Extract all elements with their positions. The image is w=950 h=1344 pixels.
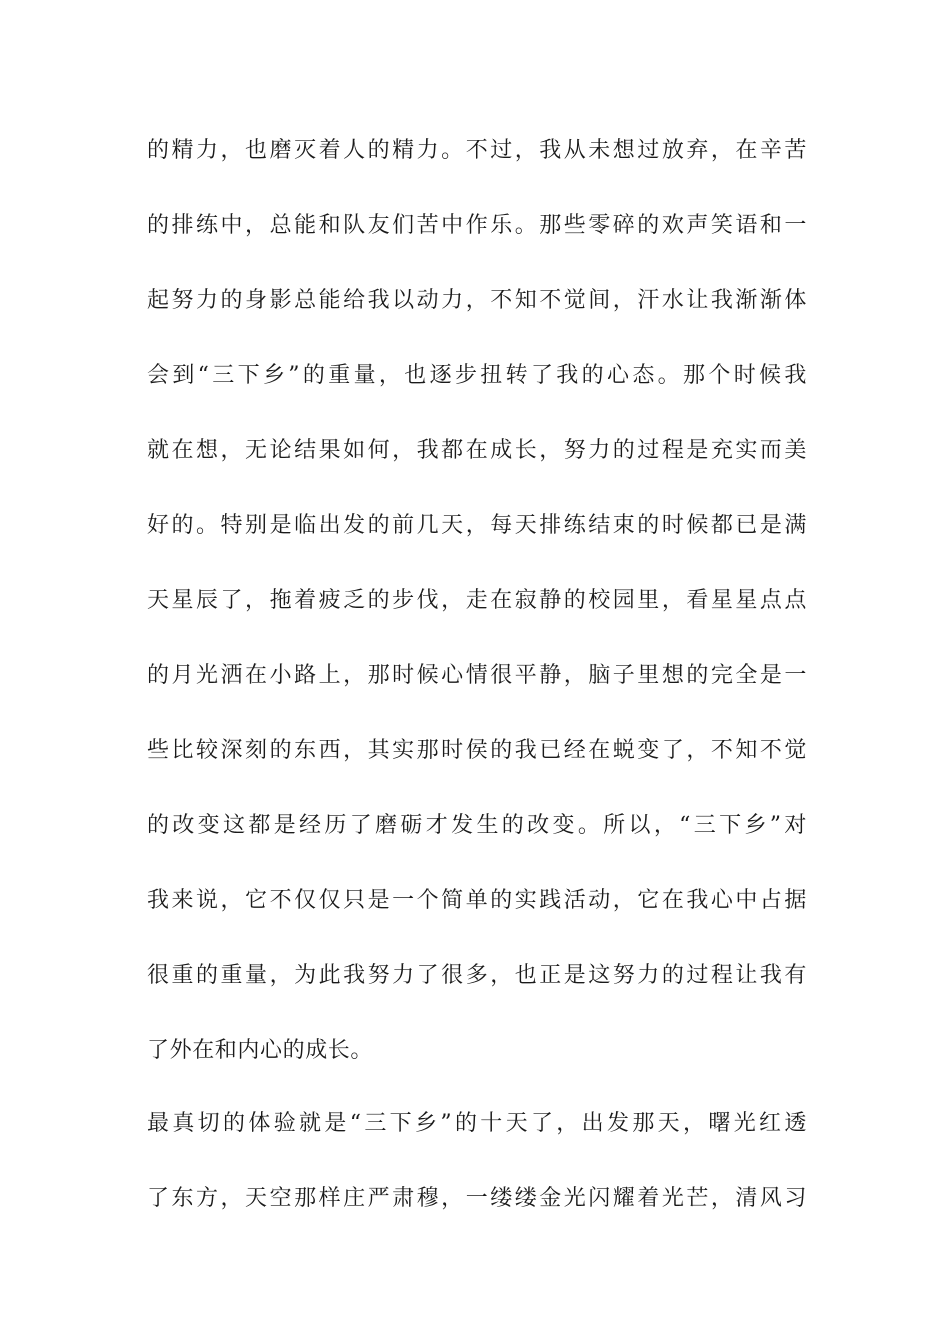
text-line: 的精力，也磨灭着人的精力。不过，我从未想过放弃，在辛苦 (147, 138, 807, 163)
text-line: 的改变这都是经历了磨砺才发生的改变。所以，“三下乡”对 (147, 813, 807, 838)
text-line: 我来说，它不仅仅只是一个简单的实践活动，它在我心中占据 (147, 888, 807, 913)
text-line: 起努力的身影总能给我以动力，不知不觉间，汗水让我渐渐体 (147, 288, 807, 313)
text-line: 很重的重量，为此我努力了很多，也正是这努力的过程让我有 (147, 963, 807, 988)
text-line: 好的。特别是临出发的前几天，每天排练结束的时候都已是满 (147, 513, 807, 538)
text-line: 的月光洒在小路上，那时候心情很平静，脑子里想的完全是一 (147, 663, 807, 688)
text-line: 会到“三下乡”的重量，也逐步扭转了我的心态。那个时候我 (147, 363, 807, 388)
text-line: 天星辰了，拖着疲乏的步伐，走在寂静的校园里，看星星点点 (147, 588, 807, 613)
text-line: 些比较深刻的东西，其实那时侯的我已经在蜕变了，不知不觉 (147, 738, 807, 763)
text-line: 的排练中，总能和队友们苦中作乐。那些零碎的欢声笑语和一 (147, 213, 807, 238)
text-line: 就在想，无论结果如何，我都在成长，努力的过程是充实而美 (147, 438, 807, 463)
text-line: 最真切的体验就是“三下乡”的十天了，出发那天，曙光红透 (147, 1111, 807, 1136)
text-line: 了外在和内心的成长。 (147, 1038, 374, 1063)
text-line: 了东方，天空那样庄严肃穆，一缕缕金光闪耀着光芒，清风习 (147, 1186, 807, 1211)
